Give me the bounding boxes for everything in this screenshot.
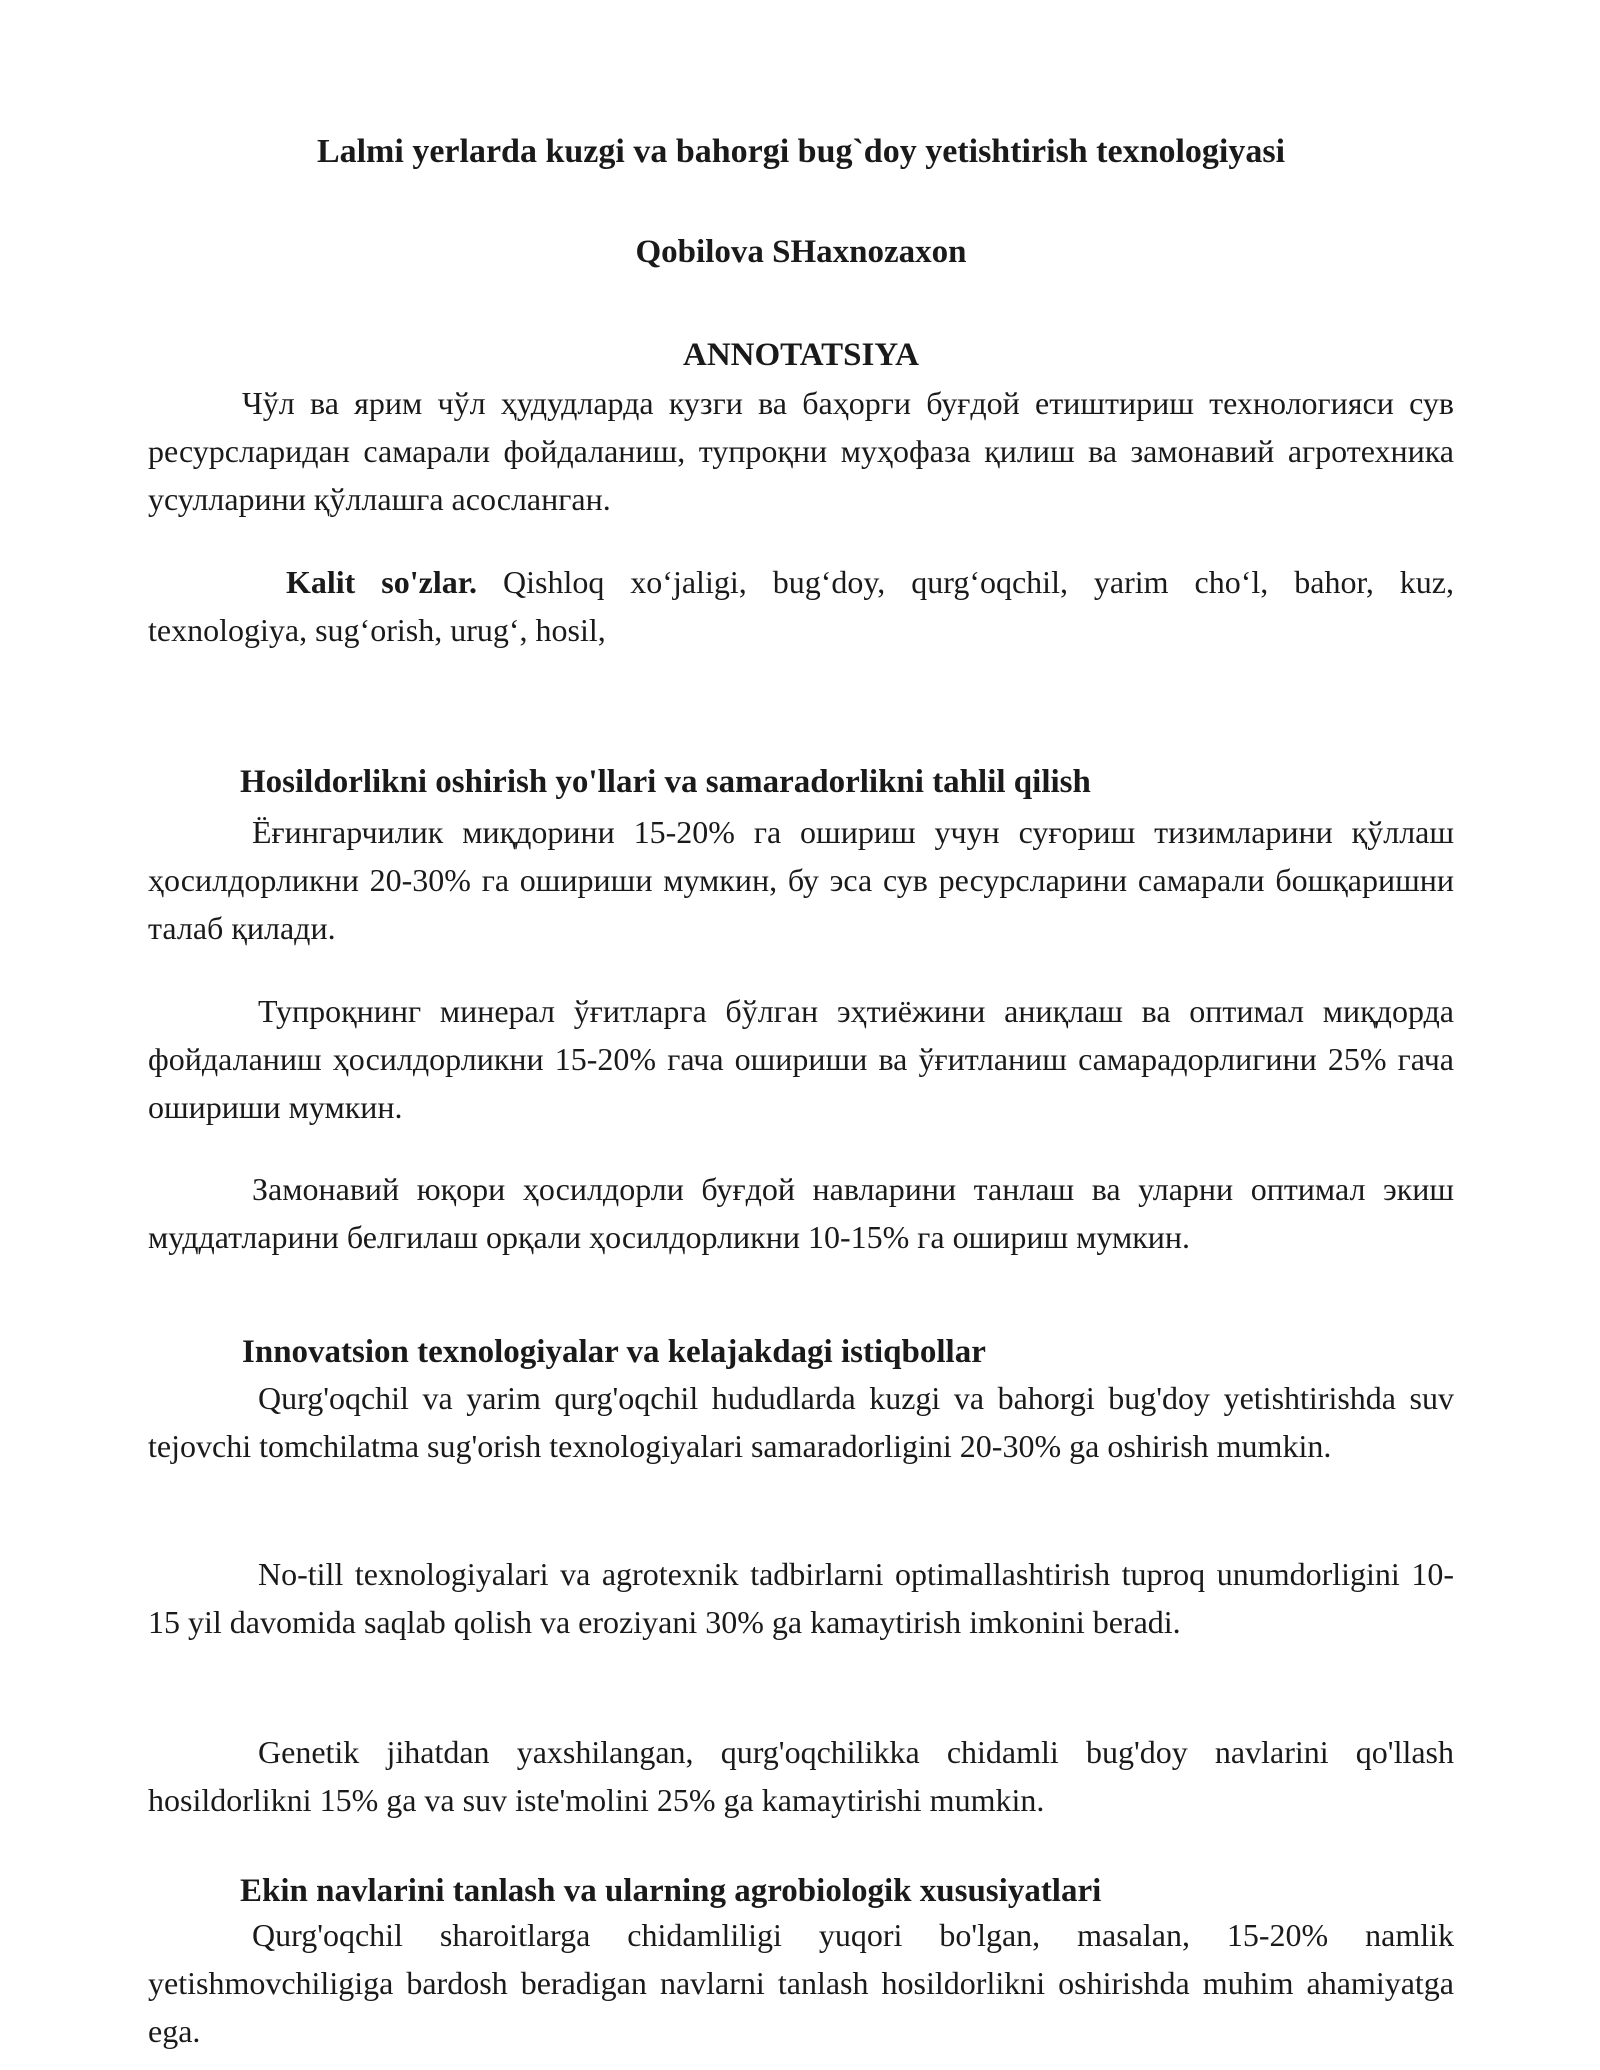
section2-paragraph-2: No-till texnologiyalari va agrotexnik tadbirlarni optimallashtirish tuproq unumdorligini 10-15 yil davomida saqlab qolish va eroziyani 30% ga kamaytirish imkonini beradi. <box>148 1556 1454 1640</box>
keywords-text: Qishloq xo‘jaligi, bug‘doy, qurg‘oqchil, yarim cho‘l, bahor, kuz, texnologiya, sug‘orish, urug‘, hosil, <box>148 564 1455 648</box>
section1-paragraph-3: Замонавий юқори ҳосилдорли буғдой навларини танлаш ва уларни оптимал экиш муддатларини белгилаш орқали ҳосилдорликни 10-15% га ошириш мумкин. <box>148 1171 1454 1255</box>
section2-paragraph-1: Qurg'oqchil va yarim qurg'oqchil hududlarda kuzgi va bahorgi bug'doy yetishtirishda suv tejovchi tomchilatma sug'orish texnologiyalari samaradorligini 20-30% ga oshirish mumkin. <box>148 1380 1454 1464</box>
section2-heading: Innovatsion texnologiyalar va kelajakdagi istiqbollar <box>242 1334 986 1370</box>
keywords-label: Kalit so'zlar. <box>286 564 478 600</box>
document-title: Lalmi yerlarda kuzgi va bahorgi bug`doy yetishtirish texnologiyasi <box>316 133 1286 170</box>
author-name: Qobilova SHaxnozaxon <box>635 234 967 270</box>
section1-paragraph-2: Тупроқнинг минерал ўғитларга бўлган эҳтиёжини аниқлаш ва оптимал миқдорда фойдаланиш ҳосилдорликни 15-20% гача ошириши ва ўғитланиш самарадорлигини 25% гача ошириши мумкин. <box>148 993 1454 1125</box>
section3-paragraph-1: Qurg'oqchil sharoitlarga chidamliligi yuqori bo'lgan, masalan, 15-20% namlik yetishmovchiligiga bardosh beradigan navlarni tanlash hosildorlikni oshirishda muhim ahamiyatga ega. <box>148 1917 1454 2049</box>
section1-paragraph-1: Ёғингарчилик миқдорини 15-20% га ошириш учун суғориш тизимларини қўллаш ҳосилдорликни 20-30% га ошириши мумкин, бу эса сув ресурсларини самарали бошқаришни талаб қилади. <box>148 814 1454 946</box>
section1-heading: Hosildorlikni oshirish yo'llari va samaradorlikni tahlil qilish <box>240 764 1091 800</box>
section2-paragraph-3: Genetik jihatdan yaxshilangan, qurg'oqchilikka chidamli bug'doy navlarini qo'llash hosildorlikni 15% ga va suv iste'molini 25% ga kamaytirishi mumkin. <box>148 1734 1454 1818</box>
document-page <box>148 0 1454 2070</box>
annotation-paragraph: Чўл ва ярим чўл ҳудудларда кузги ва баҳорги буғдой етиштириш технологияси сув ресурсларидан самарали фойдаланиш, тупроқни муҳофаза қилиш ва замонавий агротехника усулларини қўллашга асосланган. <box>148 385 1454 517</box>
annotation-heading: ANNOTATSIYA <box>683 337 919 373</box>
section3-heading: Ekin navlarini tanlash va ularning agrobiologik xususiyatlari <box>240 1873 1102 1909</box>
keywords-paragraph <box>148 558 1454 654</box>
